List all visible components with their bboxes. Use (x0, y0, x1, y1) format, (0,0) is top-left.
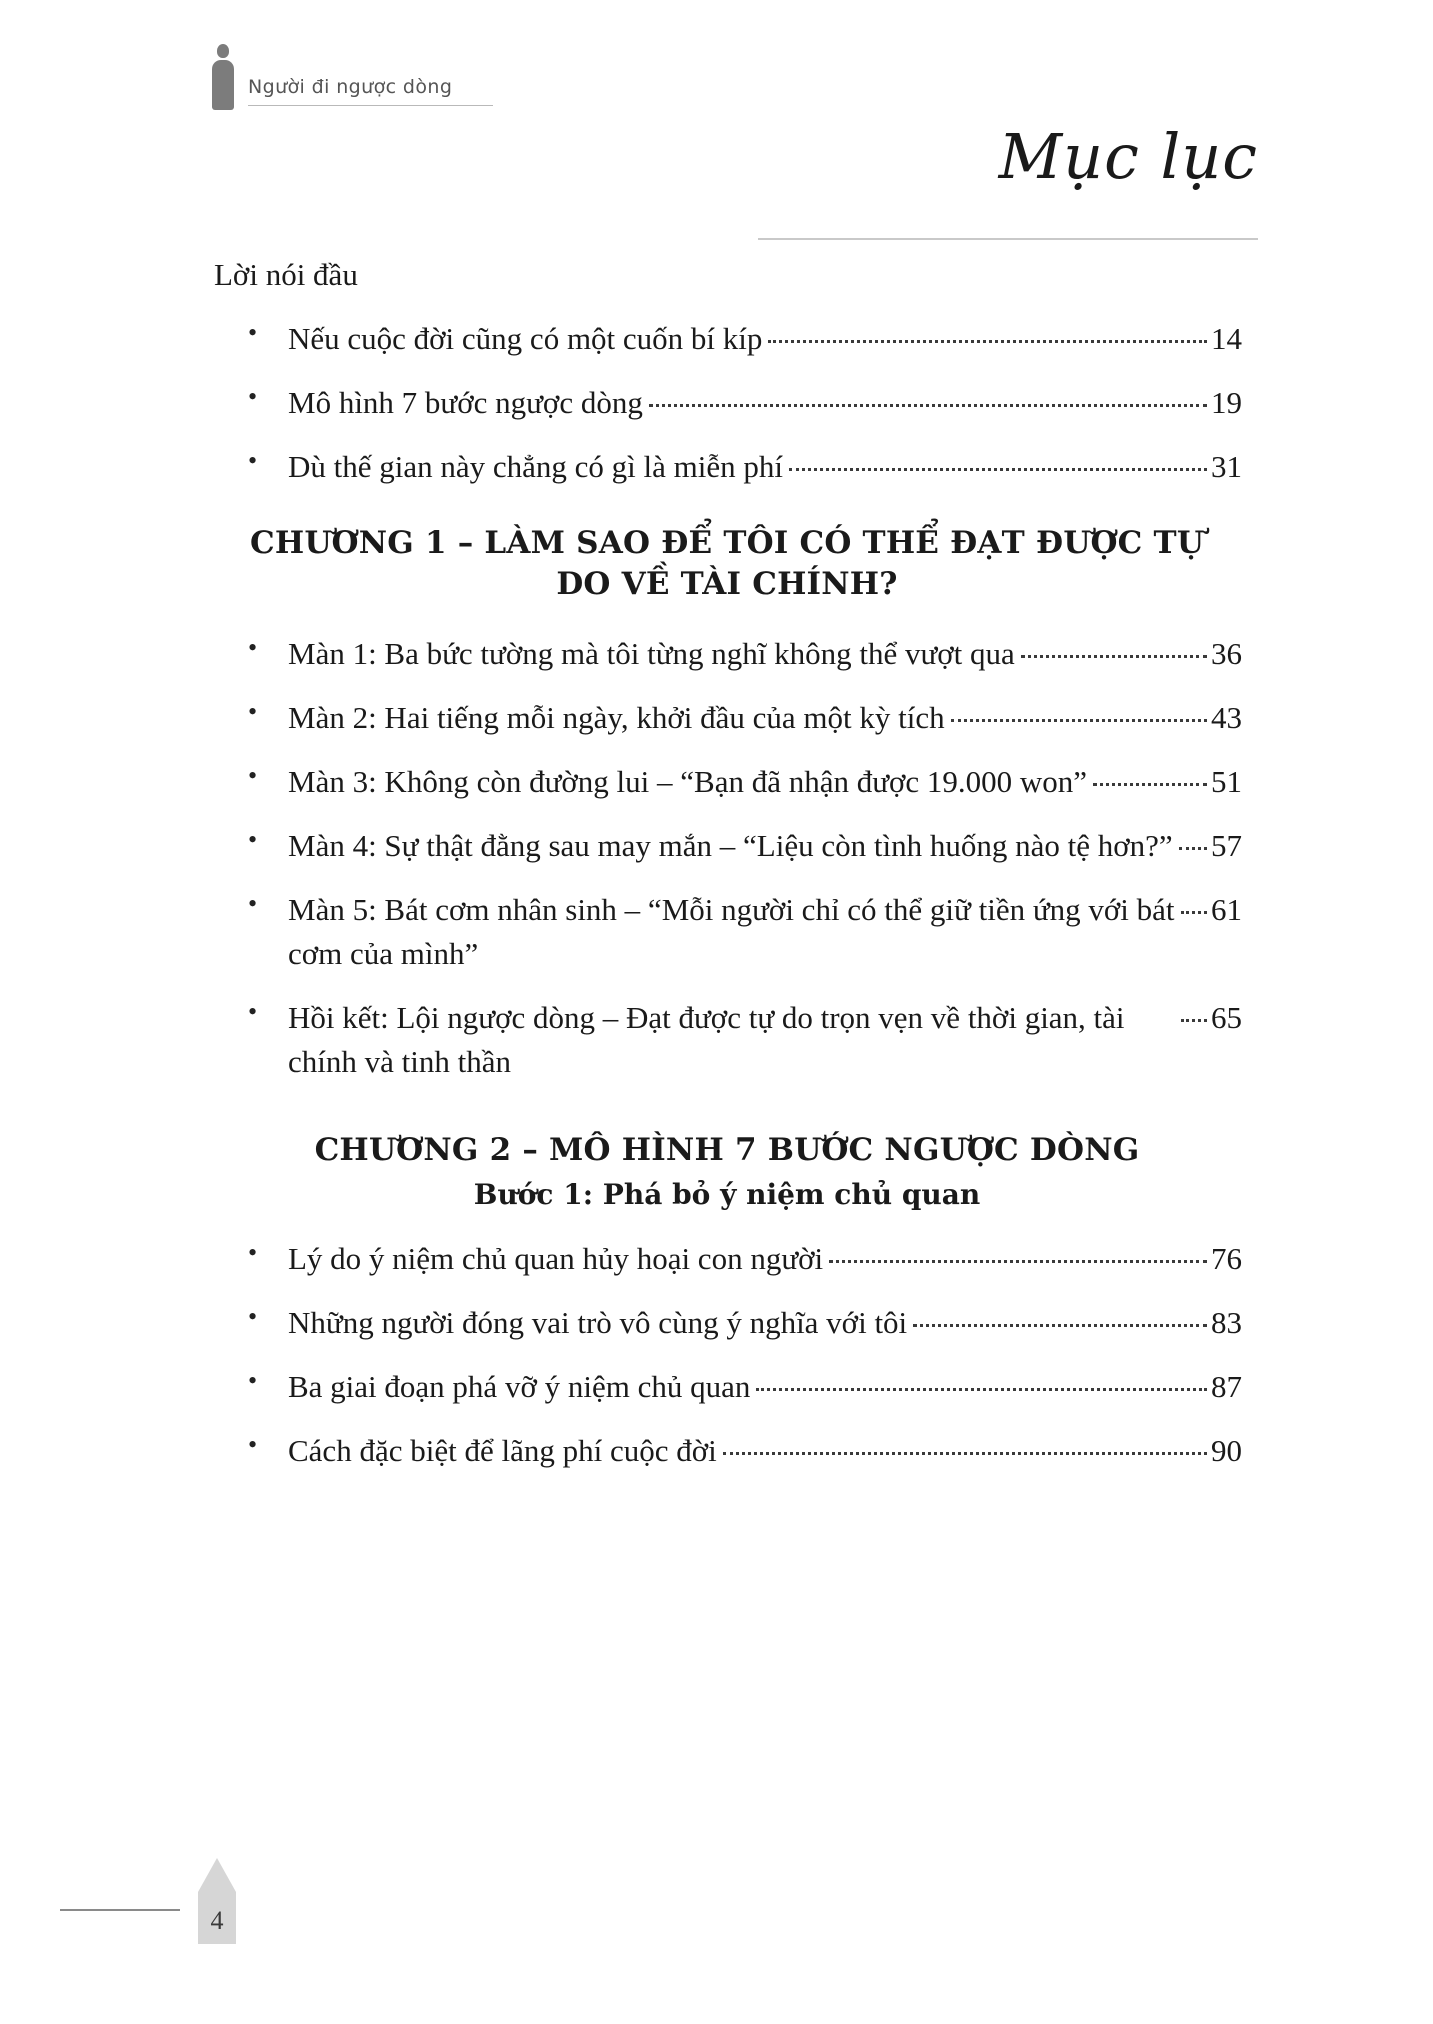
toc-section-1 (212, 632, 1242, 1084)
leader-dots (1181, 1018, 1207, 1022)
leader-dots (1093, 782, 1207, 786)
toc-entry-page: 76 (1211, 1241, 1242, 1277)
toc-entry-text: • Ba giai đoạn phá vỡ ý niệm chủ quan (288, 1369, 751, 1405)
list-item[interactable] (212, 760, 1242, 804)
list-item[interactable] (212, 888, 1242, 976)
leader-dots (723, 1451, 1207, 1455)
chapter-heading-1: CHƯƠNG 1 – LÀM SAO ĐỂ TÔI CÓ THỂ ĐẠT ĐƯỢC TỰ DO VỀ TÀI CHÍNH? (249, 524, 1205, 603)
toc-entry-page: 87 (1211, 1369, 1242, 1405)
list-item[interactable] (212, 381, 1242, 425)
toc-entry-text: • Màn 2: Hai tiếng mỗi ngày, khởi đầu của một kỳ tích (288, 700, 945, 736)
toc-entry-page: 57 (1211, 828, 1242, 864)
leader-dots (1179, 846, 1207, 850)
toc-entry-text: • Nếu cuộc đời cũng có một cuốn bí kíp (288, 320, 763, 356)
toc-section-0 (212, 317, 1242, 489)
list-item[interactable] (212, 1237, 1242, 1281)
person-silhouette-icon (212, 44, 234, 110)
leader-dots (913, 1323, 1207, 1327)
toc-entry-page: 90 (1211, 1433, 1242, 1469)
list-item[interactable] (212, 1301, 1242, 1345)
toc-entry-text: • Màn 1: Ba bức tường mà tôi từng nghĩ không thể vượt qua (288, 636, 1015, 672)
toc-entry-page: 43 (1211, 700, 1242, 736)
toc-entry-page: 65 (1211, 1000, 1242, 1036)
list-item[interactable] (212, 317, 1242, 361)
toc-entry-page: 31 (1211, 448, 1242, 484)
toc-entry-text: • Màn 4: Sự thật đằng sau may mắn – “Liệu còn tình huống nào tệ hơn?” (288, 828, 1173, 864)
toc-entry-text: • Màn 3: Không còn đường lui – “Bạn đã nhận được 19.000 won” (288, 764, 1088, 800)
leader-dots (1021, 654, 1207, 658)
running-header-text-wrap (248, 76, 493, 110)
leader-dots (756, 1387, 1207, 1391)
leader-dots (1181, 910, 1207, 914)
list-item[interactable] (212, 996, 1242, 1084)
leader-dots (649, 403, 1207, 407)
toc-entry-text: • Lý do ý niệm chủ quan hủy hoại con người (288, 1241, 824, 1277)
chapter-heading-2: CHƯƠNG 2 – MÔ HÌNH 7 BƯỚC NGƯỢC DÒNG (314, 1132, 1140, 1169)
toc-entry-page: 61 (1211, 892, 1242, 928)
list-item[interactable] (212, 1365, 1242, 1409)
toc-entry-text: • Hồi kết: Lội ngược dòng – Đạt được tự do trọn vẹn về thời gian, tài chính và tinh thần (288, 1000, 1125, 1080)
toc-entry-text: • Màn 5: Bát cơm nhân sinh – “Mỗi người chỉ có thể giữ tiền ứng với bát cơm của mình” (288, 892, 1175, 972)
toc-content (212, 252, 1242, 1493)
toc-entry-text: • Cách đặc biệt để lãng phí cuộc đời (288, 1433, 717, 1469)
running-header (212, 44, 493, 110)
subchapter-heading-2: Bước 1: Phá bỏ ý niệm chủ quan (473, 1178, 981, 1212)
list-item[interactable] (212, 1429, 1242, 1473)
list-item[interactable] (212, 824, 1242, 868)
toc-section-2 (212, 1237, 1242, 1473)
toc-entry-text: • Mô hình 7 bước ngược dòng (288, 384, 643, 420)
page-footer (60, 1858, 248, 1962)
footer-badge (186, 1858, 248, 1962)
preface-label: Lời nói đầu (214, 257, 358, 292)
toc-entry-page: 19 (1211, 384, 1242, 420)
list-item[interactable] (212, 632, 1242, 676)
list-item[interactable] (212, 445, 1242, 489)
leader-dots (789, 467, 1207, 471)
toc-entry-text: • Dù thế gian này chẳng có gì là miễn phí (288, 448, 784, 484)
list-item[interactable] (212, 696, 1242, 740)
leader-dots (951, 718, 1207, 722)
leader-dots (768, 339, 1207, 343)
book-title: Người đi ngược dòng (248, 76, 493, 106)
page-number: 4 (210, 1906, 224, 1935)
toc-entry-page: 36 (1211, 636, 1242, 672)
footer-divider (60, 1909, 180, 1911)
title-divider (758, 238, 1258, 240)
toc-entry-text: • Những người đóng vai trò vô cùng ý nghĩa với tôi (288, 1305, 908, 1341)
toc-entry-page: 51 (1211, 764, 1242, 800)
page-title: Mục lục (998, 120, 1258, 193)
toc-entry-page: 14 (1211, 320, 1242, 356)
toc-entry-page: 83 (1211, 1305, 1242, 1341)
leader-dots (829, 1259, 1207, 1263)
